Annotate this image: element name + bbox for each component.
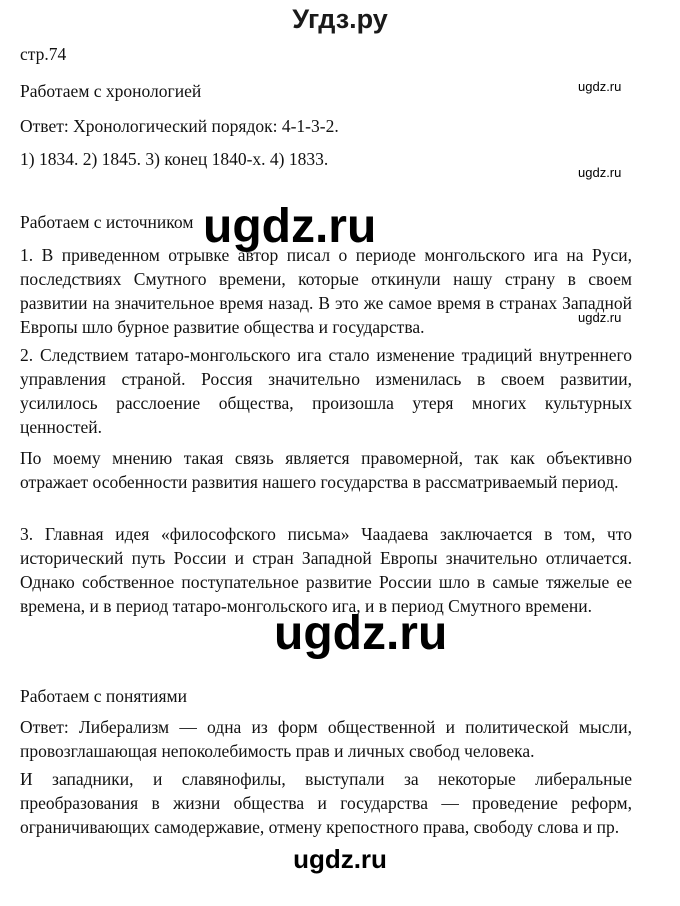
source-paragraph-1: 1. В приведенном отрывке автор писал о периоде монгольского ига на Руси, последствиях Смутного времени, которые откинули нашу страну в своем развитии на значительное время назад. В это же самое время в странах Западной Европы шло бурное развитие общества и государства.: [20, 245, 632, 337]
watermark-large: ugdz.ru: [203, 200, 377, 253]
watermark-small: ugdz.ru: [578, 310, 622, 325]
concepts-answer: Ответ: Либерализм — одна из форм общественной и политической мысли, провозглашающая непоколебимость прав и личных свобод человека.: [20, 717, 632, 761]
chronology-heading: Работаем с хронологией: [20, 81, 202, 101]
chronology-dates: 1) 1834. 2) 1845. 3) конец 1840-х. 4) 1833.: [20, 149, 329, 169]
concepts-paragraph: И западники, и славянофилы, выступали за некоторые либеральные преобразования в жизни общества и государства — проведение реформ, ограничивающих самодержавие, отмену крепостного права, свободу слова и пр.: [20, 769, 632, 837]
watermark-small: ugdz.ru: [578, 165, 622, 180]
watermark-bottom: ugdz.ru: [293, 844, 387, 874]
source-heading: Работаем с источником: [20, 212, 194, 232]
watermark-small: ugdz.ru: [578, 79, 622, 94]
page-reference: стр.74: [20, 44, 67, 64]
concepts-heading: Работаем с понятиями: [20, 686, 187, 706]
site-title: Угдз.ру: [292, 4, 388, 34]
source-paragraph-4: 3. Главная идея «философского письма» Чаадаева заключается в том, что исторический путь России и стран Западной Европы значительно отличается. Однако собственное поступательное развитие России шло в самые тяжелые ее времена, и в период татаро-монгольского ига, и в период Смутного времени.: [20, 524, 632, 616]
watermark-large: ugdz.ru: [274, 607, 448, 660]
source-paragraph-3: По моему мнению такая связь является правомерной, так как объективно отражает особенности развития нашего государства в рассматриваемый период.: [20, 448, 632, 492]
chronology-answer: Ответ: Хронологический порядок: 4-1-3-2.: [20, 116, 339, 136]
source-paragraph-2: 2. Следствием татаро-монгольского ига стало изменение традиций внутреннего управления страной. Россия значительно изменилась в своем развитии, усилилось расслоение общества, произошла утеря многих культурных ценностей.: [20, 345, 632, 437]
